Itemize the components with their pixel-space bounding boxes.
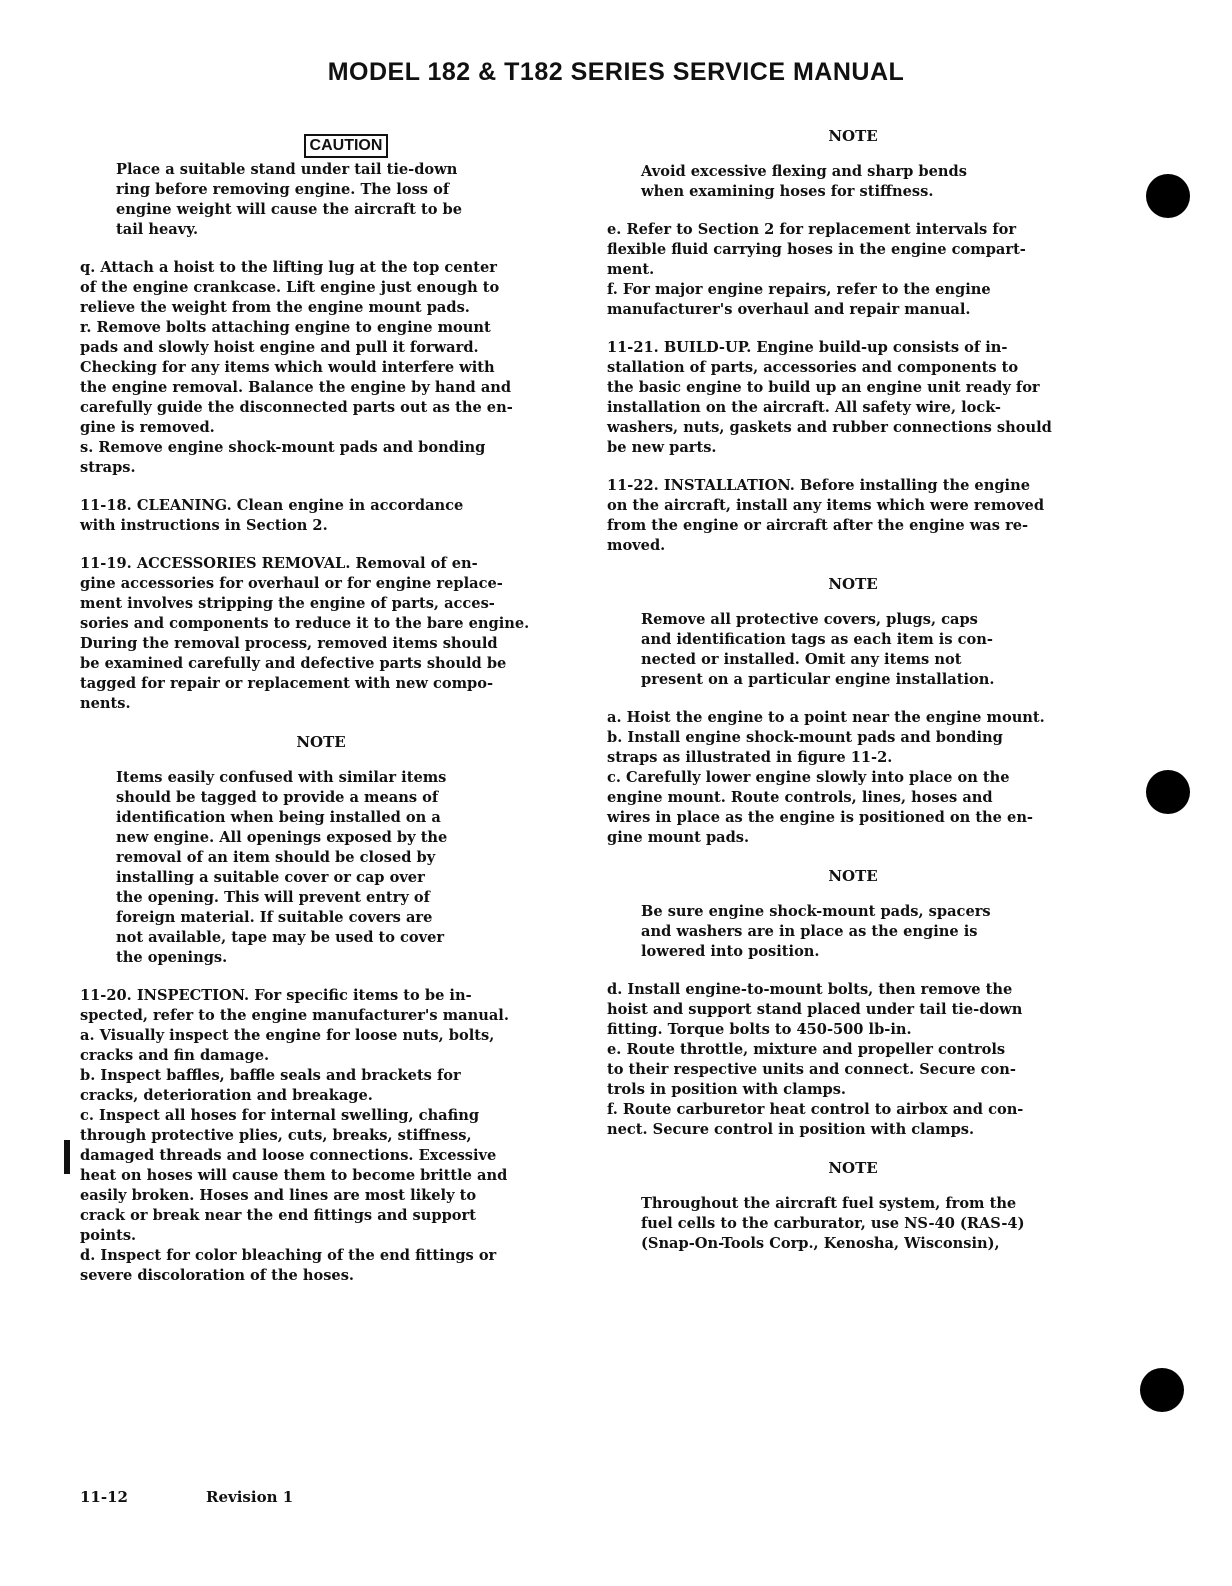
section-11-21-build-up: 11-21. BUILD-UP. Engine build-up consists of in- stallation of parts, accessories and components to the basic engine to build up an engine unit ready for installation on the aircraft. All safety wire, lock- washers, nuts, gaskets and rubber connections should be new parts. [607,339,1052,456]
section-11-22-installation: 11-22. INSTALLATION. Before installing the engine on the aircraft, install any items which were removed from the engine or aircraft after the engine was re- moved. [607,477,1045,554]
note-text: Be sure engine shock-mount pads, spacers and washers are in place as the engine is lowered into position. [641,903,991,960]
note-text: Remove all protective covers, plugs, caps and identification tags as each item is con- nected or installed. Omit any items not present on a particular engine installation. [641,611,995,688]
note-text: Throughout the aircraft fuel system, from the fuel cells to the carburator, use NS-40 (RAS-4) (Snap-On-Tools Corp., Kenosha, Wisconsin), [641,1195,1025,1252]
punch-hole-icon [1140,1368,1184,1412]
caution-label: CAUTION [304,134,389,158]
steps-a-b-c: a. Hoist the engine to a point near the engine mount. b. Install engine shock-mount pads and bonding straps as illustrated in figure 11-2. c. Carefully lower engine slowly into place on the engine mount. Route controls, lines, hoses and wires in place as the engine is positioned on the en- gine mount pads. [607,709,1045,846]
caution-heading [130,134,562,158]
right-column [607,126,1099,1254]
revision-change-bar [64,1140,70,1174]
left-column [80,134,562,1286]
note-heading: NOTE [828,575,878,593]
section-11-19-accessories-removal: 11-19. ACCESSORIES REMOVAL. Removal of en- gine accessories for overhaul or for engine replace- ment involves stripping the engine of parts, acces- sories and components to reduce it to the bare engine. During the removal process, removed items should be examined carefully and defective parts should be tagged for repair or replacement with new compo- nents. [80,555,530,712]
note-heading: NOTE [828,1159,878,1177]
page-number: 11-12 [80,1488,128,1506]
steps-e-f: e. Refer to Section 2 for replacement intervals for flexible fluid carrying hoses in the engine compart- ment. f. For major engine repairs, refer to the engine manufacturer's overhaul and repair manual. [607,221,1026,318]
note-text: Items easily confused with similar items should be tagged to provide a means of identification when being installed on a new engine. All openings exposed by the removal of an item should be closed by installing a suitable cover or cap over the opening. This will prevent entry of foreign material. If suitable covers are not available, tape may be used to cover the openings. [116,769,448,966]
punch-hole-icon [1146,174,1190,218]
section-11-18-cleaning: 11-18. CLEANING. Clean engine in accordance with instructions in Section 2. [80,497,464,534]
revision-label: Revision 1 [206,1488,294,1506]
step-r: r. Remove bolts attaching engine to engine mount pads and slowly hoist engine and pull it forward. Checking for any items which would interfere with the engine removal. Balance the engine by hand and carefully guide the disconnected parts out as the en- gine is removed. [80,319,513,436]
caution-text: Place a suitable stand under tail tie-down ring before removing engine. The loss of engine weight will cause the aircraft to be tail heavy. [116,161,463,238]
note-heading: NOTE [828,867,878,885]
section-11-20-inspection: 11-20. INSPECTION. For specific items to be in- spected, refer to the engine manufacturer's manual. a. Visually inspect the engine for loose nuts, bolts, cracks and fin damage. b. Inspect baffles, baffle seals and brackets for cracks, deterioration and breakage. c. Inspect all hoses for internal swelling, chafing through protective plies, cuts, breaks, stiffness, damaged threads and loose connections. Excessive heat on hoses will cause them to become brittle and easily broken. Hoses and lines are most likely to crack or break near the end fittings and support points. d. Inspect for color bleaching of the end fittings or severe discoloration of the hoses. [80,987,509,1284]
note-text: Avoid excessive flexing and sharp bends when examining hoses for stiffness. [641,163,967,200]
note-heading: NOTE [828,127,878,145]
step-q: q. Attach a hoist to the lifting lug at the top center of the engine crankcase. Lift engine just enough to relieve the weight from the engine mount pads. [80,259,500,316]
steps-d-e-f: d. Install engine-to-mount bolts, then remove the hoist and support stand placed under tail tie-down fitting. Torque bolts to 450-500 lb-in. e. Route throttle, mixture and propeller controls to their respective units and connect. Secure con- trols in position with clamps. f. Route carburetor heat control to airbox and con- nect. Secure control in position with clamps. [607,981,1024,1138]
punch-hole-icon [1146,770,1190,814]
note-heading: NOTE [296,733,346,751]
step-s: s. Remove engine shock-mount pads and bonding straps. [80,439,486,476]
page-title: MODEL 182 & T182 SERIES SERVICE MANUAL [327,58,905,86]
